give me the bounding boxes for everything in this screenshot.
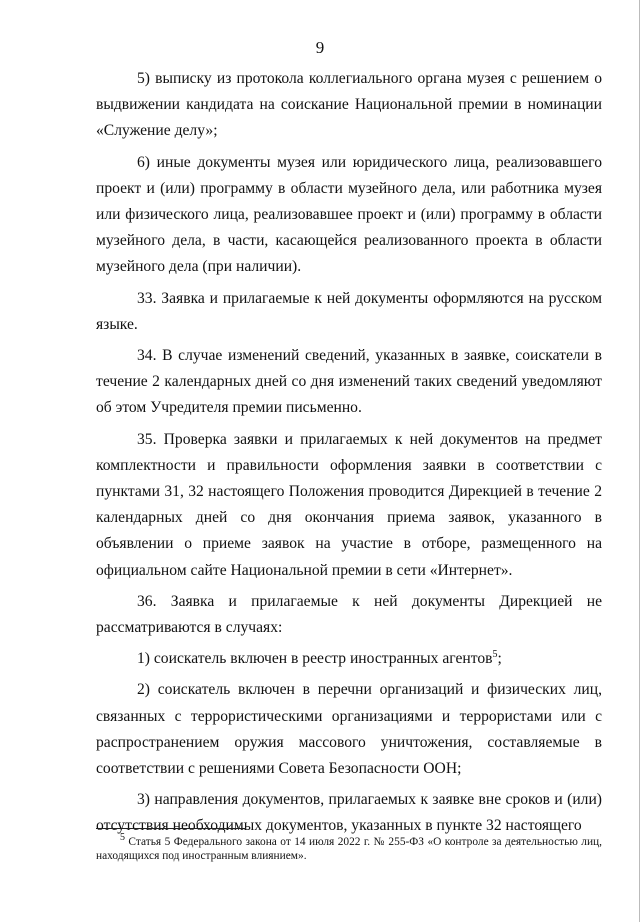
paragraph-36-item-2: 2) соискатель включен в перечни организаций и физических лиц, связанных с террористическими организациями и террористами или с распространением оружия массового уничтожения, составляемые в соответствии с решениями Совета Безопасности ООН; bbox=[96, 681, 602, 778]
paragraph-35: 35. Проверка заявки и прилагаемых к ней документов на предмет комплектности и правильности оформления заявки в соответствии с пунктами 31, 32 настоящего Положения проводится Дирекцией в течение 2 календарных дней со дня окончания приема заявок, указанного в объявлении о приеме заявок на участие в отборе, размещенного на официальном сайте Национальной премии в сети «Интернет». bbox=[96, 430, 602, 579]
footnote-text: Статья 5 Федерального закона от 14 июля 2022 г. № 255-ФЗ «О контроле за деятельностью лиц, находящихся под иностранным влиянием». bbox=[96, 836, 602, 862]
item-1-text: 1) соискатель включен в реестр иностранных агентов bbox=[137, 650, 493, 668]
footnote-reference: 5 bbox=[492, 649, 498, 661]
paragraph-item-5: 5) выписку из протокола коллегиального органа музея с решением о выдвижении кандидата на соискание Национальной премии в номинации «Служение делу»; bbox=[96, 70, 602, 140]
paragraph-33: 33. Заявка и прилагаемые к ней документы оформляются на русском языке. bbox=[96, 289, 602, 333]
paragraph-34: 34. В случае изменений сведений, указанных в заявке, соискатели в течение 2 календарных дней со дня изменений таких сведений уведомляют об этом Учредителя премии письменно. bbox=[96, 347, 602, 417]
document-body bbox=[96, 66, 602, 840]
paragraph-item-6: 6) иные документы музея или юридического лица, реализовавшего проект и (или) программу в области музейного дела, или работника музея или физического лица, реализовавшее проект и (или) программу в области музейного дела, в части, касающейся реализованного проекта в области музейного дела (при наличии). bbox=[96, 153, 602, 276]
item-1-tail: ; bbox=[497, 650, 502, 668]
footnote-marker: 5 bbox=[120, 832, 125, 844]
paragraph-36-item-1 bbox=[96, 646, 602, 672]
paragraph-36: 36. Заявка и прилагаемые к ней документы Дирекцией не рассматриваются в случаях: bbox=[96, 592, 602, 637]
footnote bbox=[96, 832, 602, 863]
footnote-divider bbox=[96, 828, 246, 829]
page-number: 9 bbox=[315, 38, 325, 57]
paragraph-36-item-3: 3) направления документов, прилагаемых к заявке вне сроков и (или) отсутствия необходимых документов, указанных в пункте 32 настоящего bbox=[96, 791, 602, 835]
